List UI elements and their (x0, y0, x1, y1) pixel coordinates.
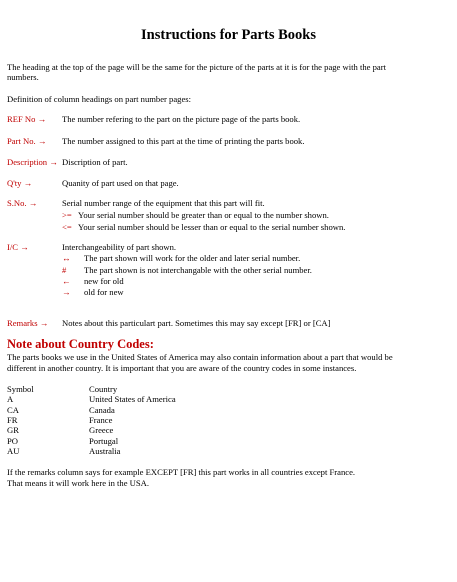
right-arrow-icon: → (62, 287, 71, 297)
table-row (7, 446, 176, 456)
greater-equal-symbol: >= (62, 210, 72, 220)
country-code-table (7, 384, 176, 456)
closing-line-1: If the remarks column says for example EXCEPT [FR] this part works in all countries except France. (7, 467, 356, 477)
sno-text: Serial number range of the equipment that this part will fit. (62, 198, 265, 208)
sno-sub-item: >= Your serial number should be greater than or equal to the number shown. (62, 210, 329, 220)
right-arrow-icon: → (37, 136, 47, 146)
ic-label: I/C → (7, 242, 29, 252)
table-cell: AU (7, 445, 20, 456)
description-label: Description → (7, 157, 58, 167)
sno-label: S.No. → (7, 198, 38, 208)
page-title: Instructions for Parts Books (141, 27, 316, 43)
table-header-row (7, 384, 176, 394)
right-arrow-icon: → (28, 198, 38, 208)
table-row (7, 436, 176, 446)
hash-symbol: # (62, 265, 67, 275)
sno-sub-item: <= Your serial number should be lesser than or equal to the serial number shown. (62, 222, 346, 232)
right-arrow-icon: → (37, 114, 47, 124)
table-cell: A (7, 394, 14, 405)
table-cell: Portugal (89, 435, 119, 446)
table-row (7, 415, 176, 425)
ic-sub-item: → old for new (62, 287, 124, 297)
country-codes-heading: Note about Country Codes: (7, 337, 154, 351)
ref-no-text: The number refering to the part on the picture page of the parts book. (62, 114, 301, 124)
table-row (7, 394, 176, 404)
country-para-line-2: different in another country. It is important that you are aware of the country codes in some instances. (7, 363, 357, 373)
table-cell: FR (7, 414, 18, 425)
ic-sub-item: # The part shown is not interchangable with the other serial number. (62, 265, 312, 275)
right-arrow-icon: → (49, 157, 58, 167)
table-cell: CA (7, 404, 19, 415)
table-cell: Greece (89, 425, 114, 436)
part-no-label: Part No. → (7, 136, 47, 146)
right-arrow-icon: → (23, 178, 33, 188)
table-cell: United States of America (89, 394, 176, 405)
table-cell: GR (7, 425, 19, 436)
description-text: Discription of part. (62, 157, 128, 167)
table-cell: Australia (89, 445, 121, 456)
remarks-label: Remarks → (7, 318, 49, 328)
table-cell: Canada (89, 404, 115, 415)
intro-line-2: numbers. (7, 72, 39, 82)
less-equal-symbol: <= (62, 222, 72, 232)
table-header: Symbol (7, 384, 34, 394)
ic-text: Interchangeability of part shown. (62, 242, 177, 252)
table-cell: PO (7, 435, 18, 446)
ref-no-label: REF No → (7, 114, 47, 124)
left-right-arrow-icon: ↔ (62, 253, 71, 263)
right-arrow-icon: → (20, 242, 29, 252)
qty-label: Q'ty → (7, 178, 33, 188)
table-cell: France (89, 414, 113, 425)
qty-text: Quanity of part used on that page. (62, 178, 179, 188)
country-para-line-1: The parts books we use in the United States of America may also contain information about a part that would be (7, 352, 393, 362)
part-no-text: The number assigned to this part at the time of printing the parts book. (62, 136, 305, 146)
left-arrow-icon: ← (62, 276, 71, 286)
table-row (7, 405, 176, 415)
closing-line-2: That means it will work here in the USA. (7, 478, 150, 488)
intro-line-1: The heading at the top of the page will be the same for the picture of the parts at it is for the page with the part (7, 62, 386, 72)
table-row (7, 425, 176, 435)
definition-heading: Definition of column headings on part number pages: (7, 94, 192, 104)
table-header: Country (89, 384, 118, 394)
ic-sub-item: ↔ The part shown will work for the older and later serial number. (62, 253, 301, 263)
ic-sub-item: ← new for old (62, 276, 124, 286)
remarks-text: Notes about this particulart part. Sometimes this may say except [FR] or [CA] (62, 318, 331, 328)
right-arrow-icon: → (39, 318, 49, 328)
